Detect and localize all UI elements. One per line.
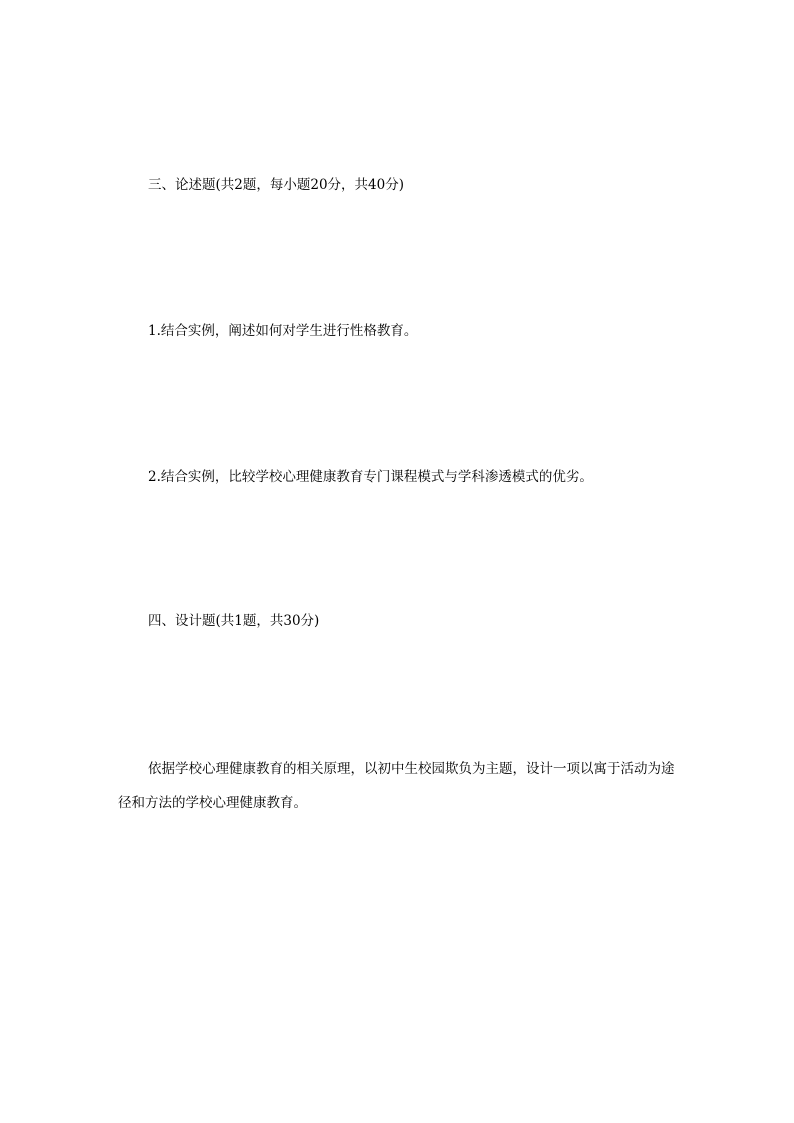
- question-2: 2.结合实例，比较学校心理健康教育专门课程模式与学科渗透模式的优劣。: [148, 469, 593, 485]
- section-4-heading: 四、设计题(共1题，共30分): [148, 613, 320, 629]
- design-question-prompt: 依据学校心理健康教育的相关原理，以初中生校园欺负为主题，设计一项以寓于活动为途径和方法的学校心理健康教育。: [118, 761, 675, 811]
- section-3-heading: 三、论述题(共2题，每小题20分，共40分): [148, 177, 404, 193]
- question-1: 1.结合实例，阐述如何对学生进行性格教育。: [148, 323, 418, 339]
